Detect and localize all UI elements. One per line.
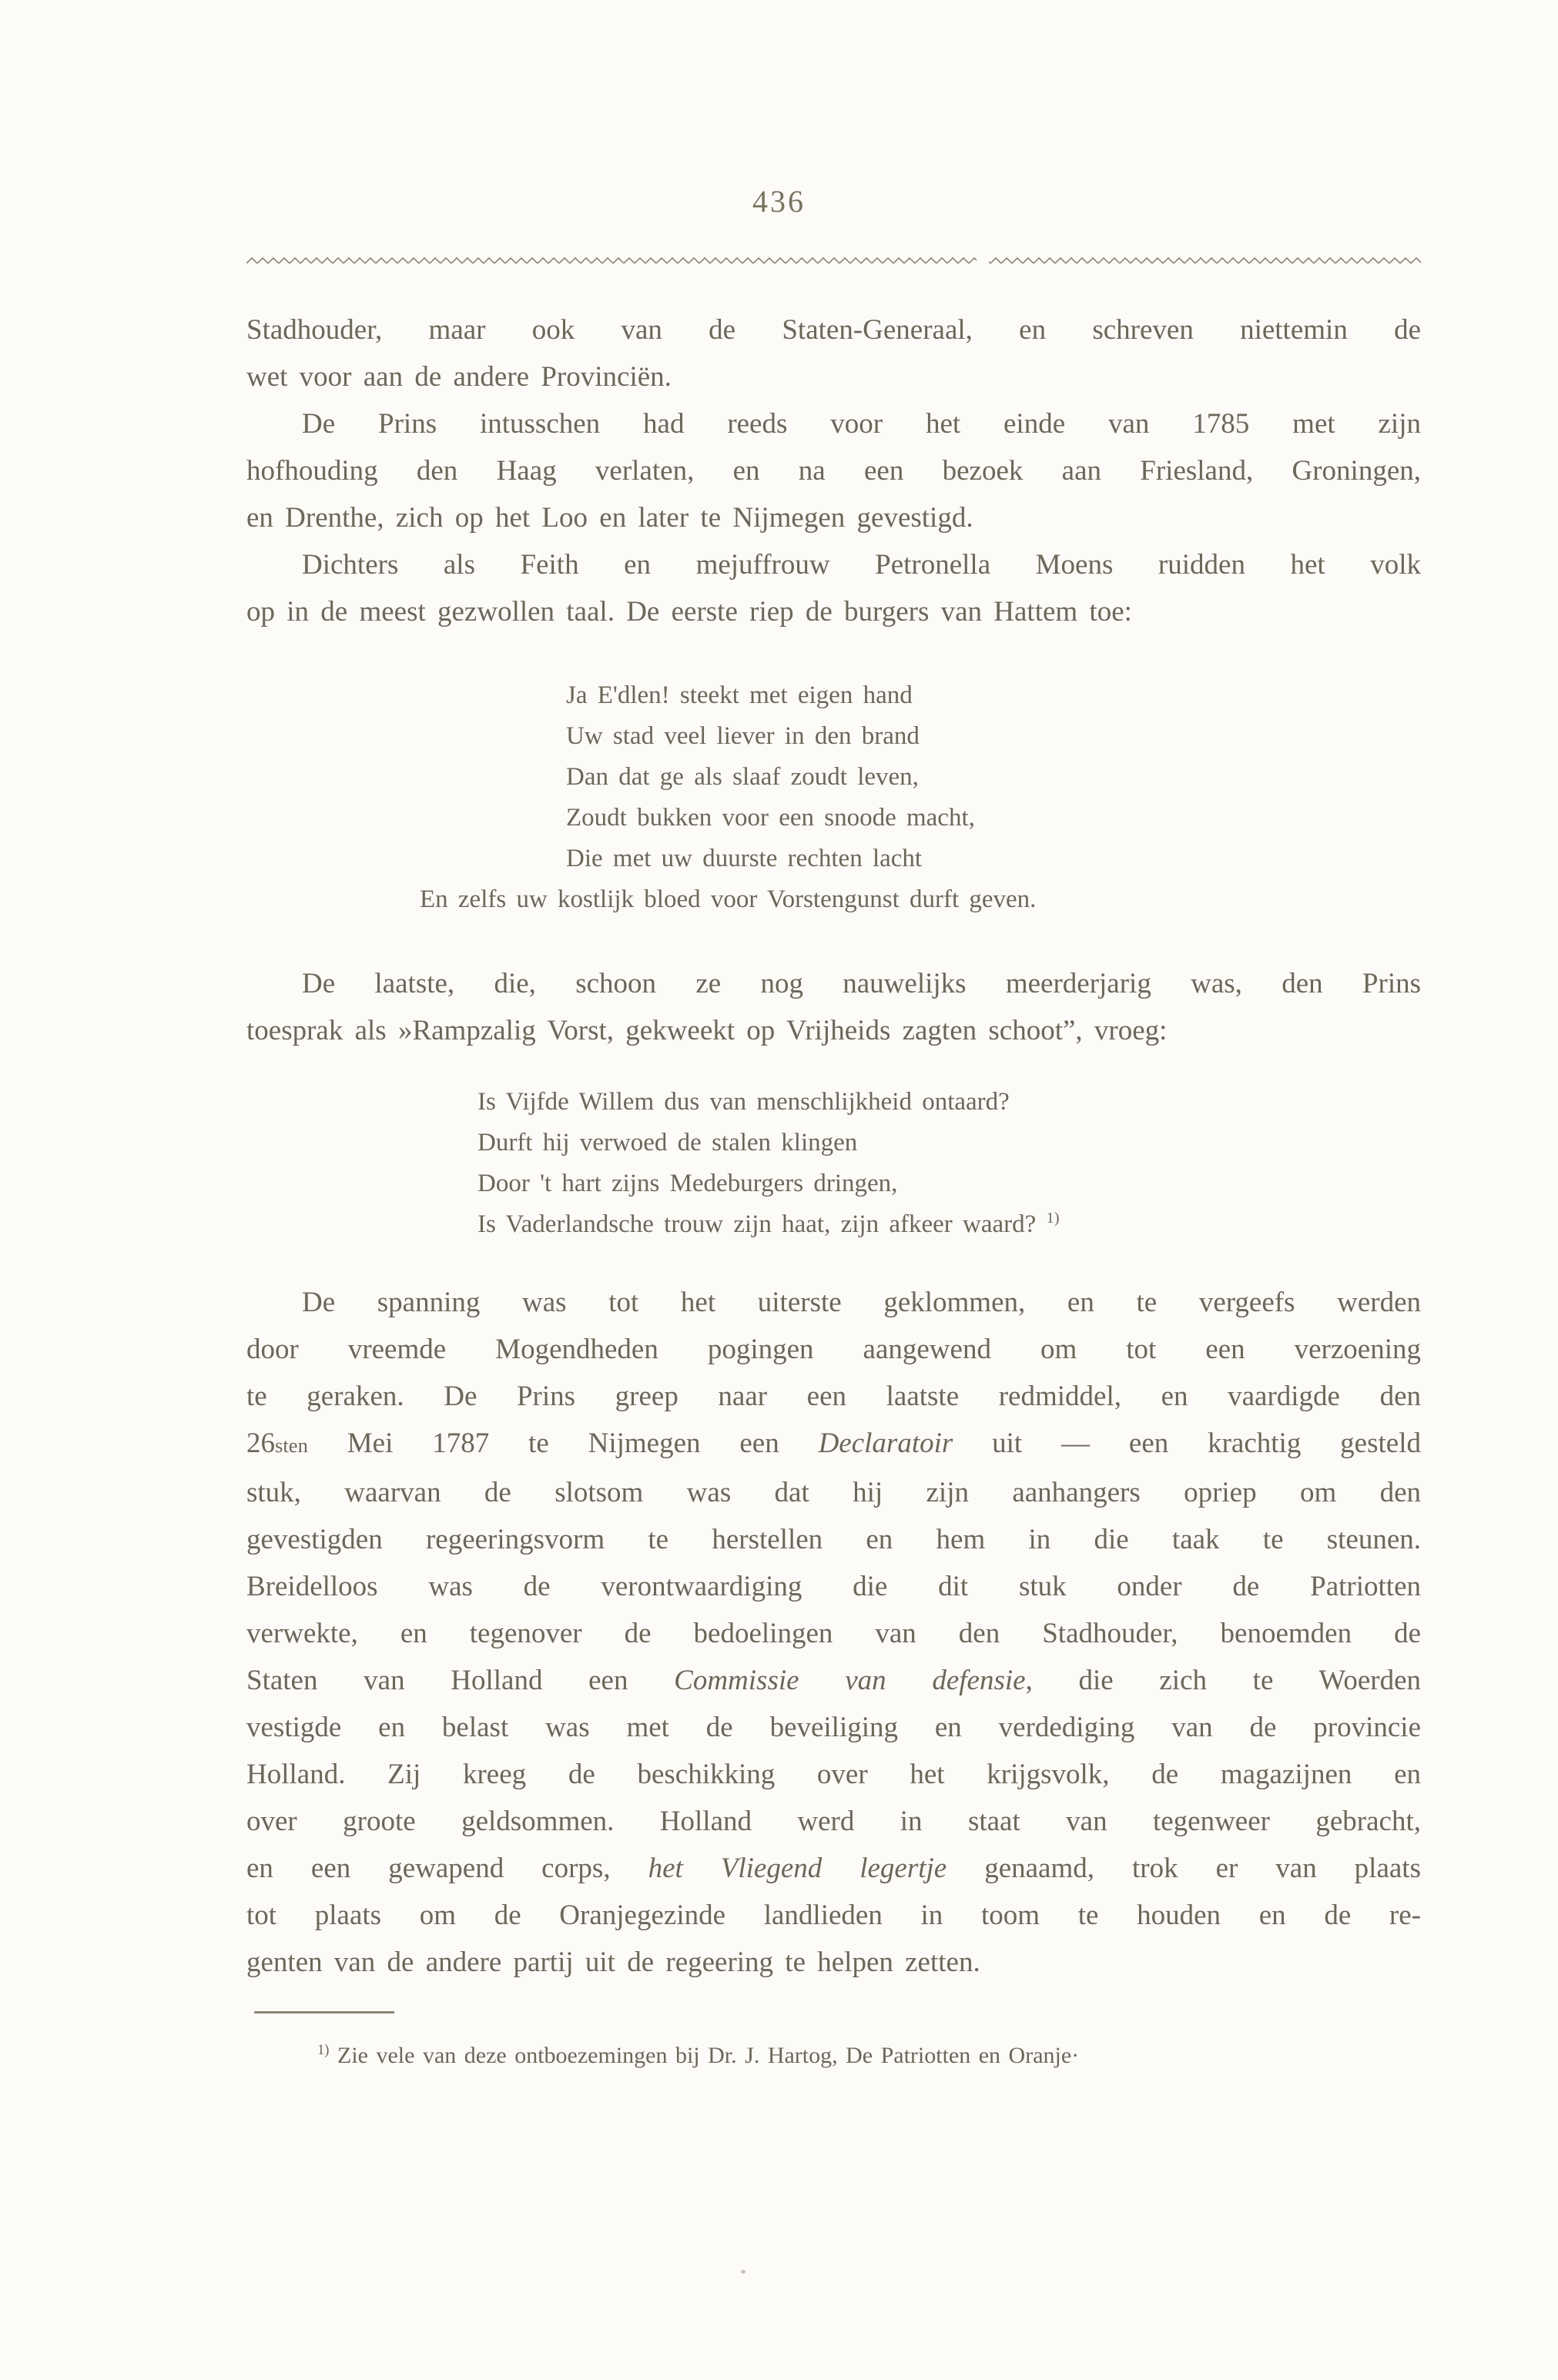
text-segment: op in de meest gezwollen taal. De eerste riep de burgers van Hattem toe: [246,596,1132,628]
page-number: 436 [752,184,806,219]
text-segment: Staten van Holland een [246,1665,675,1696]
text-line [246,447,1421,494]
zigzag-divider [246,254,1421,268]
text-line [246,1279,1421,1326]
text-segment: De Prins intusschen had reeds voor het einde van 1785 met zijn [302,408,1421,440]
text-segment: door vreemde Mogendheden pogingen aangewend om tot een verzoening [246,1334,1421,1365]
text-segment: Breidelloos was de verontwaardiging die dit stuk onder de Patriotten [246,1571,1421,1602]
text-line [246,1751,1421,1798]
footnote-line [246,2039,1421,2073]
text-segment: en Drenthe, zich op het Loo en later te Nijmegen gevestigd. [246,502,973,534]
text-segment: te geraken. De Prins greep naar een laatste redmiddel, en vaardigde den [246,1381,1421,1412]
verse-line [246,839,1421,879]
verse-line [246,1123,1421,1163]
text-segment: Ja E'dlen! steekt met eigen hand [566,681,913,709]
text-segment: en een gewapend corps, [246,1853,648,1884]
text-line [246,1610,1421,1657]
verse-line [246,879,1421,920]
verse-line [246,798,1421,839]
text-segment: Mei 1787 te Nijmegen een [307,1428,819,1459]
text-line [246,1798,1421,1845]
verse-block [246,675,1421,920]
verse-line [246,1204,1421,1245]
text-line [246,494,1421,541]
text-segment: vestigde en belast was met de beveiliging en verdediging van de provincie [246,1712,1421,1743]
footnote-reference: 1) [1046,1210,1060,1227]
verse-block [246,1082,1421,1245]
text-line [246,588,1421,635]
text-line [246,1420,1421,1469]
text-segment: toesprak als »Rampzalig Vorst, gekweekt op Vrijheids zagten schoot”, vroeg: [246,1015,1168,1046]
text-line [246,400,1421,447]
text-segment: Stadhouder, maar ook van de Staten-Generaal, en schreven niettemin de [246,314,1421,346]
verse-line [246,757,1421,798]
text-segment: stuk, waarvan de slotsom was dat hij zijn aanhangers opriep om den [246,1477,1421,1508]
footnote-reference: 1) [317,2042,330,2058]
text-segment: uit — een krachtig gesteld [953,1428,1421,1459]
text-segment: Is Vijfde Willem dus van menschlijkheid ontaard? [477,1088,1010,1116]
text-segment: Zie vele van deze ontboezemingen bij Dr. J. Hartog, De Patriotten en Oranje· [329,2043,1080,2068]
text-line [246,1845,1421,1892]
text-segment: Die met uw duurste rechten lacht [566,845,923,872]
text-line [246,1704,1421,1751]
italic-text-segment: het Vliegend legertje [648,1853,947,1884]
text-segment: wet voor aan de andere Provinciën. [246,361,672,393]
paragraph [246,306,1421,400]
text-line [246,1939,1421,1986]
text-segment: over groote geldsommen. Holland werd in staat van tegenweer gebracht, [246,1806,1421,1837]
text-segment: Dichters als Feith en mejuffrouw Petronella Moens ruidden het volk [302,549,1421,581]
text-line [246,1469,1421,1516]
text-line [246,1657,1421,1704]
text-line [246,306,1421,353]
verse-line [246,1082,1421,1123]
paragraph [246,960,1421,1054]
text-segment: De spanning was tot het uiterste geklommen, en te vergeefs werden [302,1287,1421,1318]
verse-line [246,1163,1421,1204]
text-segment: Door 't hart zijns Medeburgers dringen, [477,1170,898,1197]
footnote-separator [254,2011,394,2013]
text-segment: Uw stad veel liever in den brand [566,722,920,750]
paragraph [246,1279,1421,1986]
text-segment: En zelfs uw kostlijk bloed voor Vorstengunst durft geven. [420,885,1037,913]
text-line [246,1373,1421,1420]
text-line [246,353,1421,400]
text-segment: De laatste, die, schoon ze nog nauwelijks meerderjarig was, den Prins [302,968,1421,999]
text-segment: Zoudt bukken voor een snoode macht, [566,804,975,832]
paragraph [246,400,1421,541]
text-segment: Is Vaderlandsche trouw zijn haat, zijn afkeer waard? [477,1210,1047,1238]
text-segment: genaamd, trok er van plaats [947,1853,1421,1884]
verse-line [246,716,1421,757]
text-segment: sten [275,1434,308,1457]
italic-text-segment: Commissie van defensie [674,1665,1026,1696]
text-segment: tot plaats om de Oranjegezinde landlieden in toom te houden en de re- [246,1900,1421,1931]
paper-speck [741,2270,745,2274]
text-segment: 26 [246,1428,275,1459]
text-segment: Dan dat ge als slaaf zoudt leven, [566,763,919,791]
text-column [246,306,1421,1986]
text-segment: verwekte, en tegenover de bedoelingen van den Stadhouder, benoemden de [246,1618,1421,1649]
text-segment: gevestigden regeeringsvorm te herstellen en hem in die taak te steunen. [246,1524,1421,1555]
italic-text-segment: Declaratoir [818,1428,953,1459]
text-line [246,1007,1421,1054]
text-line [246,1326,1421,1373]
footnote-text [317,2039,1421,2073]
text-line [246,541,1421,588]
text-line [246,1516,1421,1563]
text-segment: Durft hij verwoed de stalen klingen [477,1129,858,1157]
text-segment: hofhouding den Haag verlaten, en na een bezoek aan Friesland, Groningen, [246,455,1421,487]
text-segment: , die zich te Woerden [1025,1665,1421,1696]
paragraph [246,541,1421,635]
text-line [246,1892,1421,1939]
text-line [246,1563,1421,1610]
verse-line [246,675,1421,716]
text-segment: genten van de andere partij uit de regeering te helpen zetten. [246,1947,980,1978]
text-segment: Holland. Zij kreeg de beschikking over het krijgsvolk, de magazijnen en [246,1759,1421,1790]
text-line [246,960,1421,1007]
